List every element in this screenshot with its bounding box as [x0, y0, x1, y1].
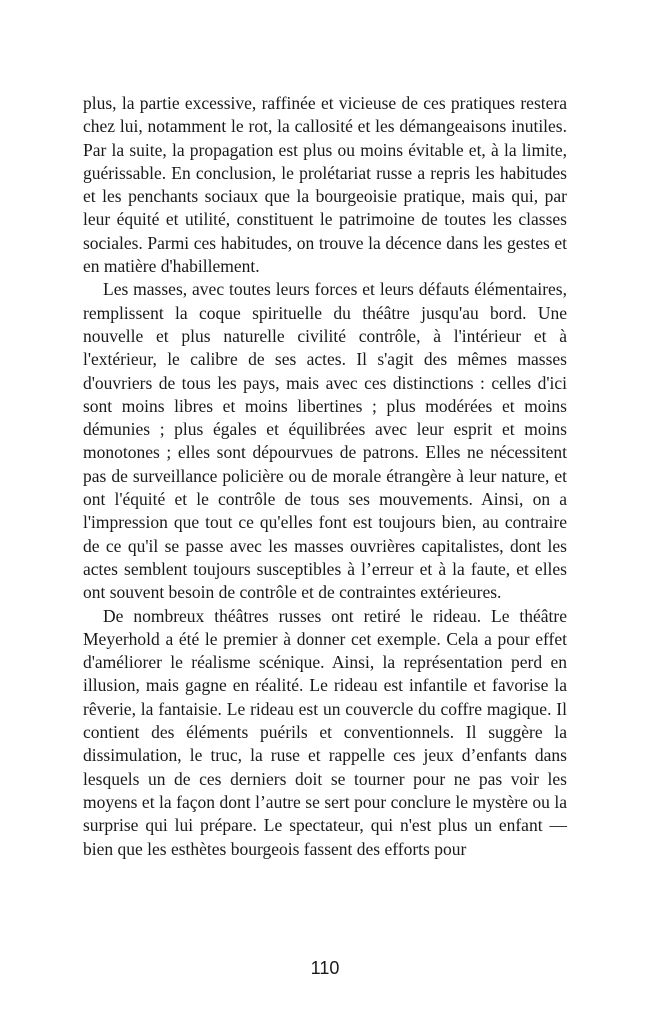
paragraph-masses: Les masses, avec toutes leurs forces et leurs défauts élémentaires, remplissent la coque spirituelle du théâtre jusqu'au bord. Une nouvelle et plus naturelle civilité contrôle, à l'intérieur et à l'extérieur, le calibre de ses actes. Il s'agit des mêmes masses d'ouvriers de tous les pays, mais avec ces distinctions : celles d'ici sont moins libres et moins libertines ; plus modérées et moins démunies ; plus égales et équilibrées avec leur esprit et moins monotones ; elles sont dépourvues de patrons. Elles ne nécessitent pas de surveillance policière ou de morale étrangère à leur nature, et ont l'équité et le contrôle de tous ses mouvements. Ainsi, on a l'impression que tout ce qu'elles font est toujours bien, au contraire de ce qu'il se passe avec les masses ouvrières capitalistes, dont les actes semblent toujours susceptibles à l’erreur et à la faute, et elles ont souvent besoin de contrôle et de contraintes extérieures. [83, 279, 567, 603]
paragraph-continuation: plus, la partie excessive, raffinée et vicieuse de ces pratiques restera chez lui, notamment le rot, la callosité et les démangeaisons inutiles. Par la suite, la propagation est plus ou moins évitable et, à la limite, guérissable. En conclusion, le prolétariat russe a repris les habitudes et les penchants sociaux que la bourgeoisie pratique, mais qui, par leur équité et utilité, constituent le patrimoine de toutes les classes sociales. Parmi ces habitudes, on trouve la décence dans les gestes et en matière d'habillement. [83, 93, 567, 277]
paragraph-rideau: De nombreux théâtres russes ont retiré le rideau. Le théâtre Meyerhold a été le premier à donner cet exemple. Cela a pour effet d'améliorer le réalisme scénique. Ainsi, la représentation perd en illusion, mais gagne en réalité. Le rideau est infantile et favorise la rêverie, la fantaisie. Le rideau est un couvercle du coffre magique. Il contient des éléments puérils et conventionnels. Il suggère la dissimulation, le truc, la ruse et rappelle ces jeux d’enfants dans lesquels un de ces derniers doit se tourner pour ne pas voir les moyens et la façon dont l’autre se sert pour conclure le mystère ou la surprise qui lui prépare. Le spectateur, qui n'est plus un enfant — bien que les esthètes bourgeois fassent des efforts pour [83, 605, 567, 859]
page-body-text [83, 92, 567, 861]
page-number: 110 [310, 958, 340, 978]
